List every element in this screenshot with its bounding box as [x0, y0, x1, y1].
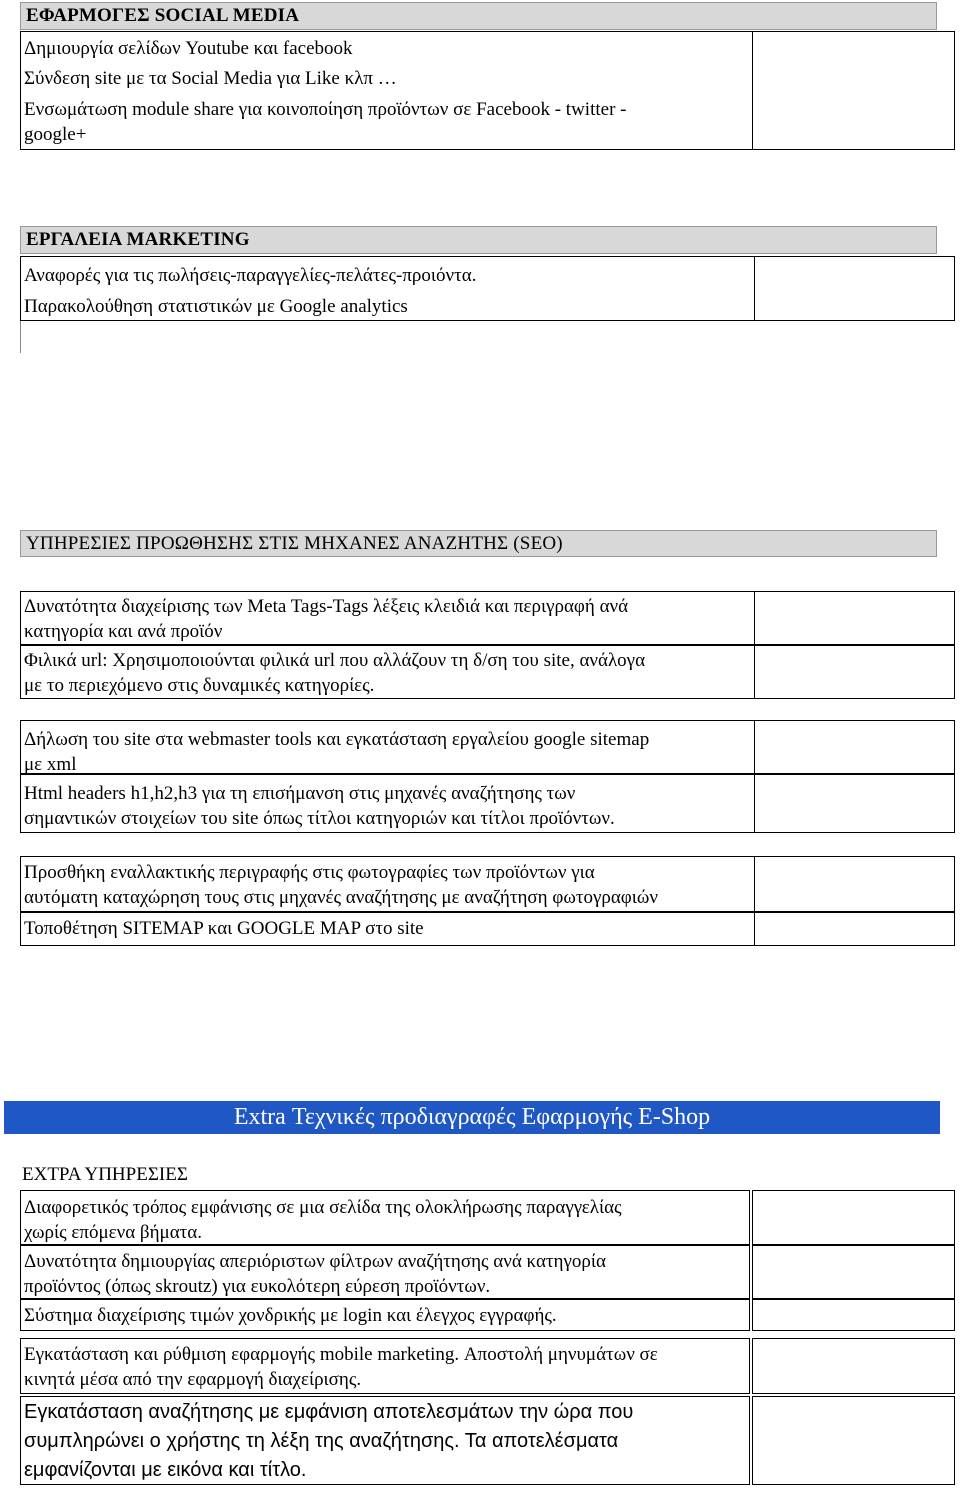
seo-value-cell-2	[754, 645, 955, 699]
seo-item-image-alt: Προσθήκη εναλλακτικής περιγραφής στις φωτογραφίες των προϊόντων για	[24, 862, 595, 883]
seo-item-webmaster-tools: Δήλωση του site στα webmaster tools και εγκατάσταση εργαλείου google sitemap	[24, 729, 650, 750]
extra-item-checkout: Διαφορετικός τρόπος εμφάνισης σε μια σελίδα της ολοκλήρωσης παραγγελίας	[24, 1197, 622, 1218]
seo-item-meta-tags: Δυνατότητα διαχείρισης των Meta Tags-Tags λέξεις κλειδιά και περιγραφή ανά	[24, 596, 629, 617]
seo-value-cell-3	[754, 720, 955, 774]
seo-item-friendly-url-cont: με το περιεχόμενο στις δυναμικές κατηγορίες.	[24, 675, 375, 696]
seo-item-html-headers: Html headers h1,h2,h3 για τη επισήμανση στις μηχανές αναζήτησης των	[24, 783, 576, 804]
extra-item-live-search-cont-2: εμφανίζονται με εικόνα και τίτλο.	[24, 1459, 307, 1481]
extra-item-mobile-marketing: Εγκατάσταση και ρύθμιση εφαρμογής mobile marketing. Αποστολή μηνυμάτων σε	[24, 1344, 658, 1365]
seo-item-html-headers-cont: σημαντικών στοιχείων του site όπως τίτλοι κατηγοριών και τίτλοι προϊόντων.	[24, 808, 615, 829]
extra-item-filters: Δυνατότητα δημιουργίας απεριόριστων φίλτρων αναζήτησης ανά κατηγορία	[24, 1251, 606, 1272]
extra-specs-banner: Extra Τεχνικές προδιαγραφές Εφαρμογής E-Shop	[4, 1101, 940, 1134]
marketing-item-reports: Αναφορές για τις πωλήσεις-παραγγελίες-πελάτες-προιόντα.	[24, 265, 477, 286]
extra-value-cell-4	[752, 1338, 955, 1394]
social-item-share-module-cont: google+	[24, 124, 87, 145]
marketing-section-title: ΕΡΓΑΛΕΙΑ MARKETING	[20, 226, 937, 254]
seo-section-title: ΥΠΗΡΕΣΙΕΣ ΠΡΟΩΘΗΣΗΣ ΣΤΙΣ ΜΗΧΑΝΕΣ ΑΝΑΖΗΤΗΣ (SEO)	[20, 530, 937, 557]
seo-value-cell-6	[754, 912, 955, 946]
marketing-item-analytics: Παρακολούθηση στατιστικών με Google analytics	[24, 296, 408, 317]
extra-item-wholesale: Σύστημα διαχείρισης τιμών χονδρικής με login και έλεγχος εγγραφής.	[24, 1305, 557, 1326]
seo-item-image-alt-cont: αυτόματη καταχώρηση τους στις μηχανές αναζήτησης με αναζήτηση φωτογραφιών	[24, 887, 658, 908]
social-item-like: Σύνδεση site με τα Social Media για Like κλπ …	[24, 68, 397, 89]
social-item-youtube-facebook: Δημιουργία σελίδων Youtube και facebook	[24, 38, 353, 59]
seo-item-webmaster-tools-cont: με xml	[24, 754, 77, 775]
extra-item-live-search-cont: συμπληρώνει ο χρήστης τη λέξη της αναζήτησης. Τα αποτελέσματα	[24, 1430, 619, 1452]
social-media-section-title: ΕΦΑΡΜΟΓΕΣ SOCIAL MEDIA	[20, 2, 937, 30]
extra-value-cell-3	[752, 1299, 955, 1331]
social-media-value-cell	[752, 31, 955, 150]
social-item-share-module: Ενσωμάτωση module share για κοινοποίηση προϊόντων σε Facebook - twitter -	[24, 99, 627, 120]
marketing-value-cell	[754, 256, 955, 321]
extra-item-mobile-marketing-cont: κινητά μέσα από την εφαρμογή διαχείρισης.	[24, 1369, 362, 1390]
extra-item-checkout-cont: χωρίς επόμενα βήματα.	[24, 1222, 203, 1243]
seo-value-cell-5	[754, 856, 955, 912]
divider-line	[20, 321, 21, 353]
extra-value-cell-2	[752, 1245, 955, 1299]
extra-item-live-search: Εγκατάσταση αναζήτησης με εμφάνιση αποτελεσμάτων την ώρα που	[24, 1401, 634, 1423]
extra-item-filters-cont: προϊόντος (όπως skroutz) για ευκολότερη εύρεση προϊόντων.	[24, 1276, 491, 1297]
seo-item-sitemap: Τοποθέτηση SITEMAP και GOOGLE MAP στο site	[24, 918, 424, 939]
seo-value-cell-4	[754, 774, 955, 833]
extra-value-cell-5	[752, 1396, 955, 1485]
seo-item-friendly-url: Φιλικά url: Χρησιμοποιούνται φιλικά url που αλλάζουν τη δ/ση του site, ανάλογα	[24, 650, 646, 671]
extra-value-cell-1	[752, 1190, 955, 1245]
extra-services-title: ΕΧΤΡΑ ΥΠΗΡΕΣΙΕΣ	[22, 1164, 188, 1185]
seo-value-cell-1	[754, 591, 955, 645]
seo-item-meta-tags-cont: κατηγορία και ανά προϊόν	[24, 621, 223, 642]
